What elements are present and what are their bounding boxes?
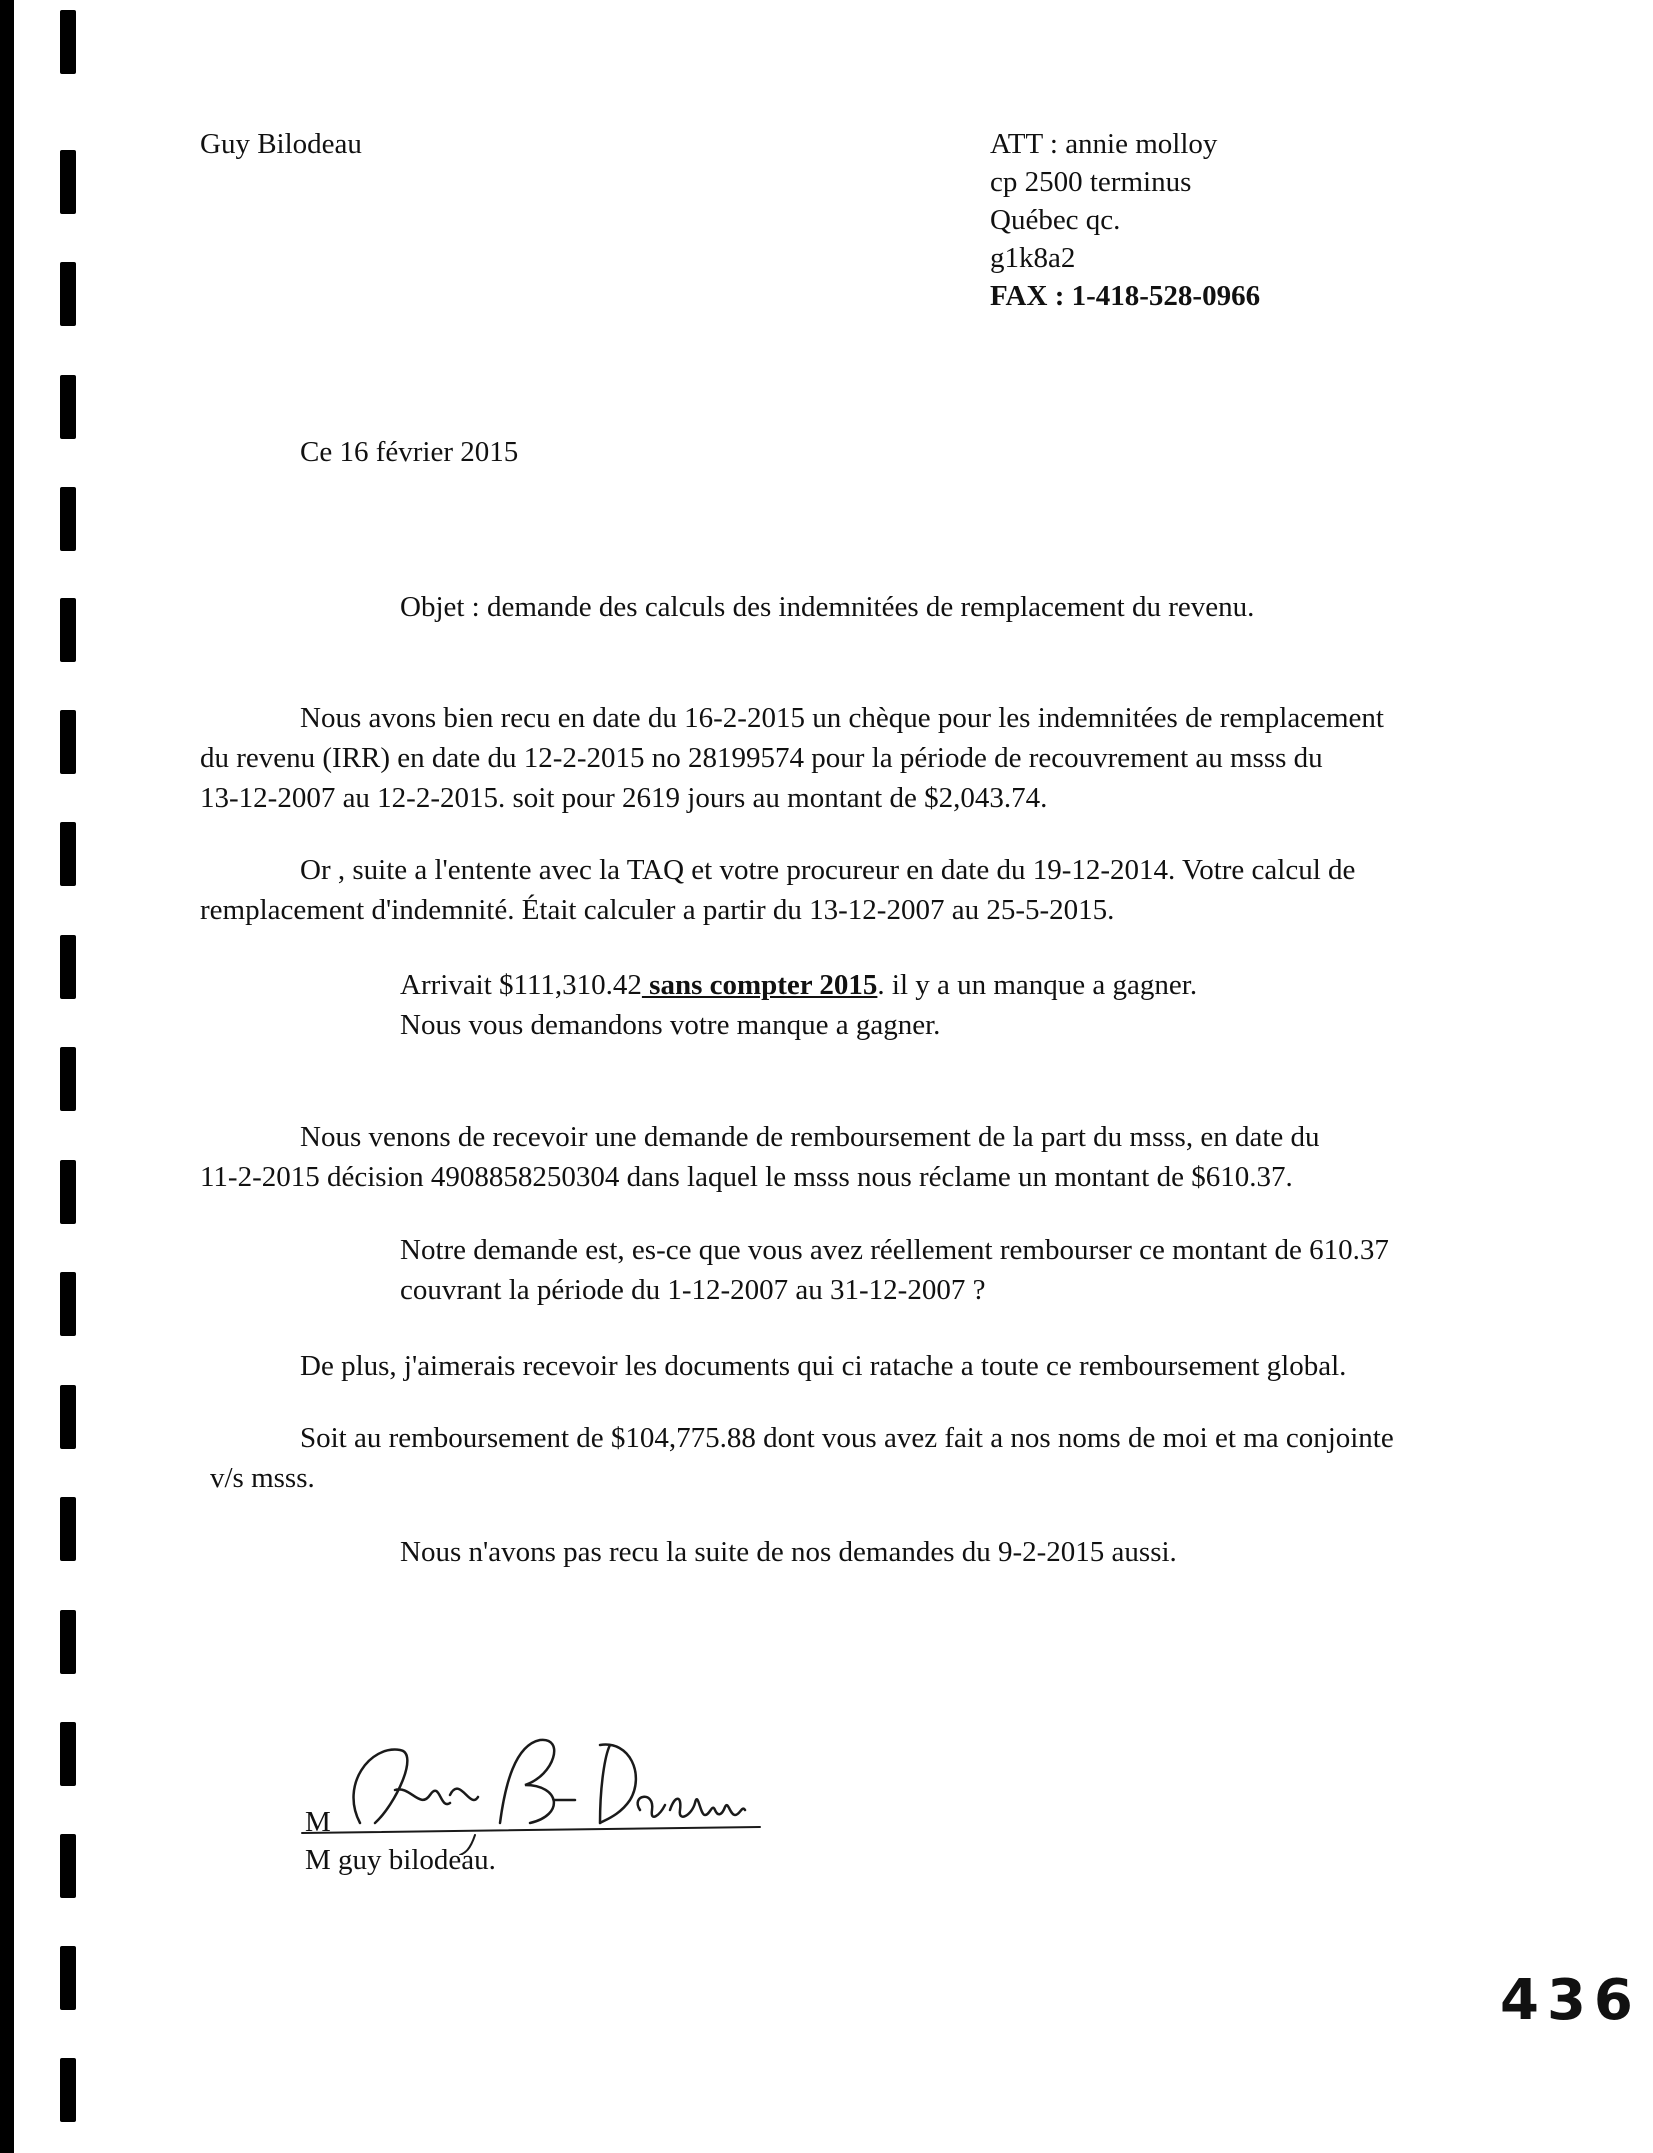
paragraph-7-line-2: v/s msss.: [210, 1462, 315, 1494]
paragraph-1-line-1: Nous avons bien recu en date du 16-2-2015 un chèque pour les indemnitées de remplacement: [300, 702, 1384, 734]
page-number-stamp: 436: [1500, 1968, 1641, 2033]
scan-mark: [60, 1047, 76, 1111]
scan-mark: [60, 1834, 76, 1898]
recipient-address-line2: Québec qc.: [990, 204, 1121, 236]
scan-mark: [60, 1497, 76, 1561]
paragraph-2-line-1: Or , suite a l'entente avec la TAQ et votre procureur en date du 19-12-2014. Votre calcul de: [300, 854, 1356, 886]
paragraph-4-line-2: 11-2-2015 décision 4908858250304 dans laquel le msss nous réclame un montant de $610.37.: [200, 1161, 1293, 1193]
paragraph-3-tail: . il y a un manque a gagner.: [877, 969, 1198, 1001]
paragraph-3-line-1: [400, 965, 1197, 1005]
signature-prefix: M: [305, 1806, 331, 1838]
scan-mark: [60, 935, 76, 999]
letter-date: Ce 16 février 2015: [300, 436, 519, 468]
paragraph-3-amount: Arrivait $111,310.42: [400, 969, 642, 1001]
paragraph-5-line-2: couvrant la période du 1-12-2007 au 31-12-2007 ?: [400, 1274, 986, 1306]
paragraph-5-line-1: Notre demande est, es-ce que vous avez réellement rembourser ce montant de 610.37: [400, 1234, 1389, 1266]
scan-mark: [60, 710, 76, 774]
scan-mark: [60, 1610, 76, 1674]
paragraph-7-line-1: Soit au remboursement de $104,775.88 dont vous avez fait a nos noms de moi et ma conjointe: [300, 1422, 1394, 1454]
paragraph-3-underlined: sans compter 2015: [641, 969, 878, 1001]
letter-subject: Objet : demande des calculs des indemnitées de remplacement du revenu.: [400, 591, 1255, 623]
scan-mark: [60, 1272, 76, 1336]
scan-mark: [60, 1946, 76, 2010]
scan-mark: [60, 1160, 76, 1224]
scan-mark: [60, 598, 76, 662]
recipient-att: ATT : annie molloy: [990, 128, 1218, 160]
paragraph-1-line-3: 13-12-2007 au 12-2-2015. soit pour 2619 jours au montant de $2,043.74.: [200, 782, 1048, 814]
scan-mark: [60, 1722, 76, 1786]
scan-edge-strip: [0, 0, 14, 2153]
scan-mark: [60, 375, 76, 439]
handwritten-signature: [300, 1715, 800, 1855]
scan-mark: [60, 262, 76, 326]
signature-printed-name: M guy bilodeau.: [305, 1844, 496, 1876]
recipient-address-line1: cp 2500 terminus: [990, 166, 1192, 198]
paragraph-2-line-2: remplacement d'indemnité. Était calculer a partir du 13-12-2007 au 25-5-2015.: [200, 894, 1115, 926]
paragraph-6: De plus, j'aimerais recevoir les documents qui ci ratache a toute ce remboursement global.: [300, 1350, 1347, 1382]
scan-mark: [60, 2058, 76, 2122]
scan-mark: [60, 150, 76, 214]
paragraph-1-line-2: du revenu (IRR) en date du 12-2-2015 no 28199574 pour la période de recouvrement au msss du: [200, 742, 1323, 774]
paragraph-8: Nous n'avons pas recu la suite de nos demandes du 9-2-2015 aussi.: [400, 1536, 1177, 1568]
recipient-postal-code: g1k8a2: [990, 242, 1076, 274]
scan-mark: [60, 1385, 76, 1449]
sender-name: Guy Bilodeau: [200, 128, 362, 160]
scan-mark: [60, 487, 76, 551]
scan-mark: [60, 10, 76, 74]
scan-mark: [60, 822, 76, 886]
paragraph-3-line-2: Nous vous demandons votre manque a gagner.: [400, 1009, 941, 1041]
margin-scan-marks: [0, 0, 110, 2153]
recipient-fax: FAX : 1-418-528-0966: [990, 280, 1261, 312]
paragraph-4-line-1: Nous venons de recevoir une demande de remboursement de la part du msss, en date du: [300, 1121, 1320, 1153]
